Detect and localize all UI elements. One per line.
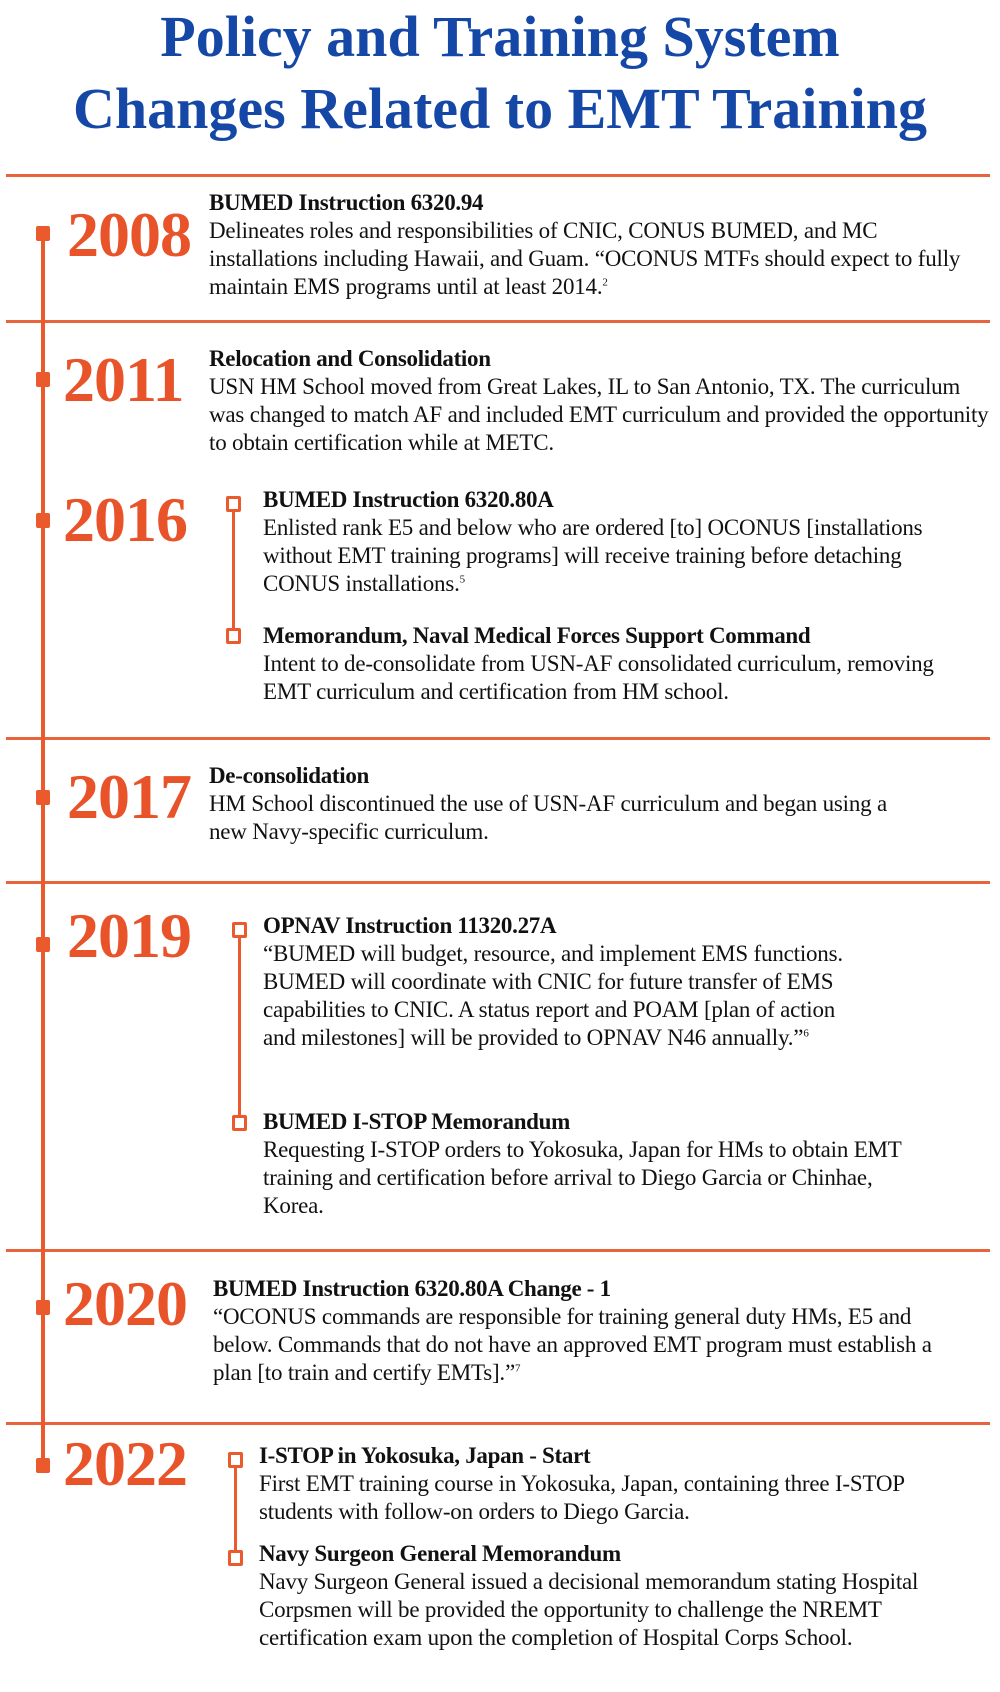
sub-timeline-2022 bbox=[234, 1460, 237, 1555]
timeline-entry bbox=[209, 762, 989, 846]
divider bbox=[6, 1249, 990, 1252]
sub-marker bbox=[226, 496, 241, 512]
entry-body: Delineates roles and responsibilities of CNIC, CONUS BUMED, and MC installations including Hawaii, and Guam. “OCONUS MTFs should expect to fully maintain EMS programs until at least 2014. bbox=[209, 218, 961, 299]
year-label-2008: 2008 bbox=[67, 199, 191, 270]
divider bbox=[6, 881, 990, 884]
entry-title: I-STOP in Yokosuka, Japan - Start bbox=[259, 1443, 591, 1468]
divider bbox=[6, 174, 990, 177]
entry-title: Relocation and Consolidation bbox=[209, 346, 491, 371]
footnote-ref: 2 bbox=[602, 276, 608, 289]
title-line-1: Policy and Training System bbox=[160, 4, 840, 69]
year-label-2017: 2017 bbox=[67, 761, 191, 832]
entry-title: OPNAV Instruction 11320.27A bbox=[263, 913, 557, 938]
timeline-entry bbox=[263, 622, 983, 706]
entry-title: BUMED Instruction 6320.94 bbox=[209, 190, 484, 215]
sub-marker bbox=[228, 1550, 243, 1566]
title-line-2: Changes Related to EMT Training bbox=[73, 76, 927, 141]
timeline-axis bbox=[41, 232, 45, 1472]
timeline-entry bbox=[259, 1540, 979, 1652]
entry-body: Requesting I-STOP orders to Yokosuka, Japan for HMs to obtain EMT training and certification before arrival to Diego Garcia or Chinhae, Korea. bbox=[263, 1137, 902, 1218]
entry-text bbox=[263, 514, 963, 598]
timeline-entry bbox=[263, 912, 983, 1052]
divider bbox=[6, 737, 990, 740]
entry-body: HM School discontinued the use of USN-AF curriculum and began using a new Navy-specific curriculum. bbox=[209, 791, 888, 844]
year-marker-2020 bbox=[36, 1300, 50, 1315]
entry-text bbox=[209, 217, 969, 301]
timeline-entry bbox=[263, 486, 983, 598]
entry-body: USN HM School moved from Great Lakes, IL to San Antonio, TX. The curriculum was changed to match AF and included EMT curriculum and provided the opportunity to obtain certification while at METC. bbox=[209, 374, 989, 455]
year-marker-2017 bbox=[36, 790, 50, 805]
sub-timeline-2019 bbox=[238, 930, 241, 1120]
sub-marker bbox=[228, 1452, 243, 1468]
timeline-entry bbox=[213, 1275, 983, 1387]
sub-marker bbox=[232, 1115, 247, 1131]
entry-body: First EMT training course in Yokosuka, Japan, containing three I-STOP students with follow-on orders to Diego Garcia. bbox=[259, 1471, 905, 1524]
page-title bbox=[0, 4, 1000, 142]
entry-title: BUMED I-STOP Memorandum bbox=[263, 1109, 571, 1134]
year-label-2019: 2019 bbox=[67, 900, 191, 971]
divider bbox=[6, 320, 990, 323]
footnote-ref: 5 bbox=[459, 573, 465, 586]
entry-body: “BUMED will budget, resource, and implement EMS functions. BUMED will coordinate with CNIC for future transfer of EMS capabilities to CNIC. A status report and POAM [plan of action and milestones] will be provided to OPNAV N46 annually.” bbox=[263, 941, 843, 1050]
year-label-2022: 2022 bbox=[63, 1428, 187, 1499]
timeline-entry bbox=[259, 1442, 979, 1526]
year-marker-2008 bbox=[36, 226, 50, 241]
entry-text bbox=[263, 940, 873, 1052]
timeline-entry bbox=[263, 1108, 983, 1220]
entry-title: Navy Surgeon General Memorandum bbox=[259, 1541, 621, 1566]
entry-body: Enlisted rank E5 and below who are ordered [to] OCONUS [installations without EMT training programs] will receive training before detaching CONUS installations. bbox=[263, 515, 923, 596]
year-marker-2016 bbox=[36, 513, 50, 528]
entry-title: De-consolidation bbox=[209, 763, 370, 788]
sub-marker bbox=[226, 628, 241, 644]
year-label-2016: 2016 bbox=[63, 484, 187, 555]
footnote-ref: 6 bbox=[803, 1027, 809, 1040]
year-label-2011: 2011 bbox=[63, 344, 184, 415]
sub-timeline-2016 bbox=[232, 505, 235, 633]
entry-title: BUMED Instruction 6320.80A bbox=[263, 487, 554, 512]
year-marker-2011 bbox=[36, 372, 50, 387]
timeline-entry bbox=[209, 189, 989, 301]
year-marker-2019 bbox=[36, 937, 50, 952]
entry-body: Intent to de-consolidate from USN-AF consolidated curriculum, removing EMT curriculum and certification from HM school. bbox=[263, 651, 934, 704]
footnote-ref: 7 bbox=[514, 1362, 521, 1375]
entry-body: Navy Surgeon General issued a decisional memorandum stating Hospital Corpsmen will be provided the opportunity to challenge the NREMT certification exam upon the completion of Hospital Corps School. bbox=[259, 1569, 919, 1650]
sub-marker bbox=[232, 922, 247, 938]
divider bbox=[6, 1422, 990, 1425]
entry-text bbox=[213, 1303, 953, 1387]
entry-title: BUMED Instruction 6320.80A Change - 1 bbox=[213, 1276, 611, 1301]
timeline-entry bbox=[209, 345, 989, 457]
year-label-2020: 2020 bbox=[63, 1268, 187, 1339]
entry-title: Memorandum, Naval Medical Forces Support Command bbox=[263, 623, 811, 648]
year-marker-2022 bbox=[36, 1458, 50, 1473]
entry-body: “OCONUS commands are responsible for training general duty HMs, E5 and below. Commands that do not have an approved EMT program must establish a plan [to train and certify EMTs].” bbox=[213, 1304, 932, 1385]
